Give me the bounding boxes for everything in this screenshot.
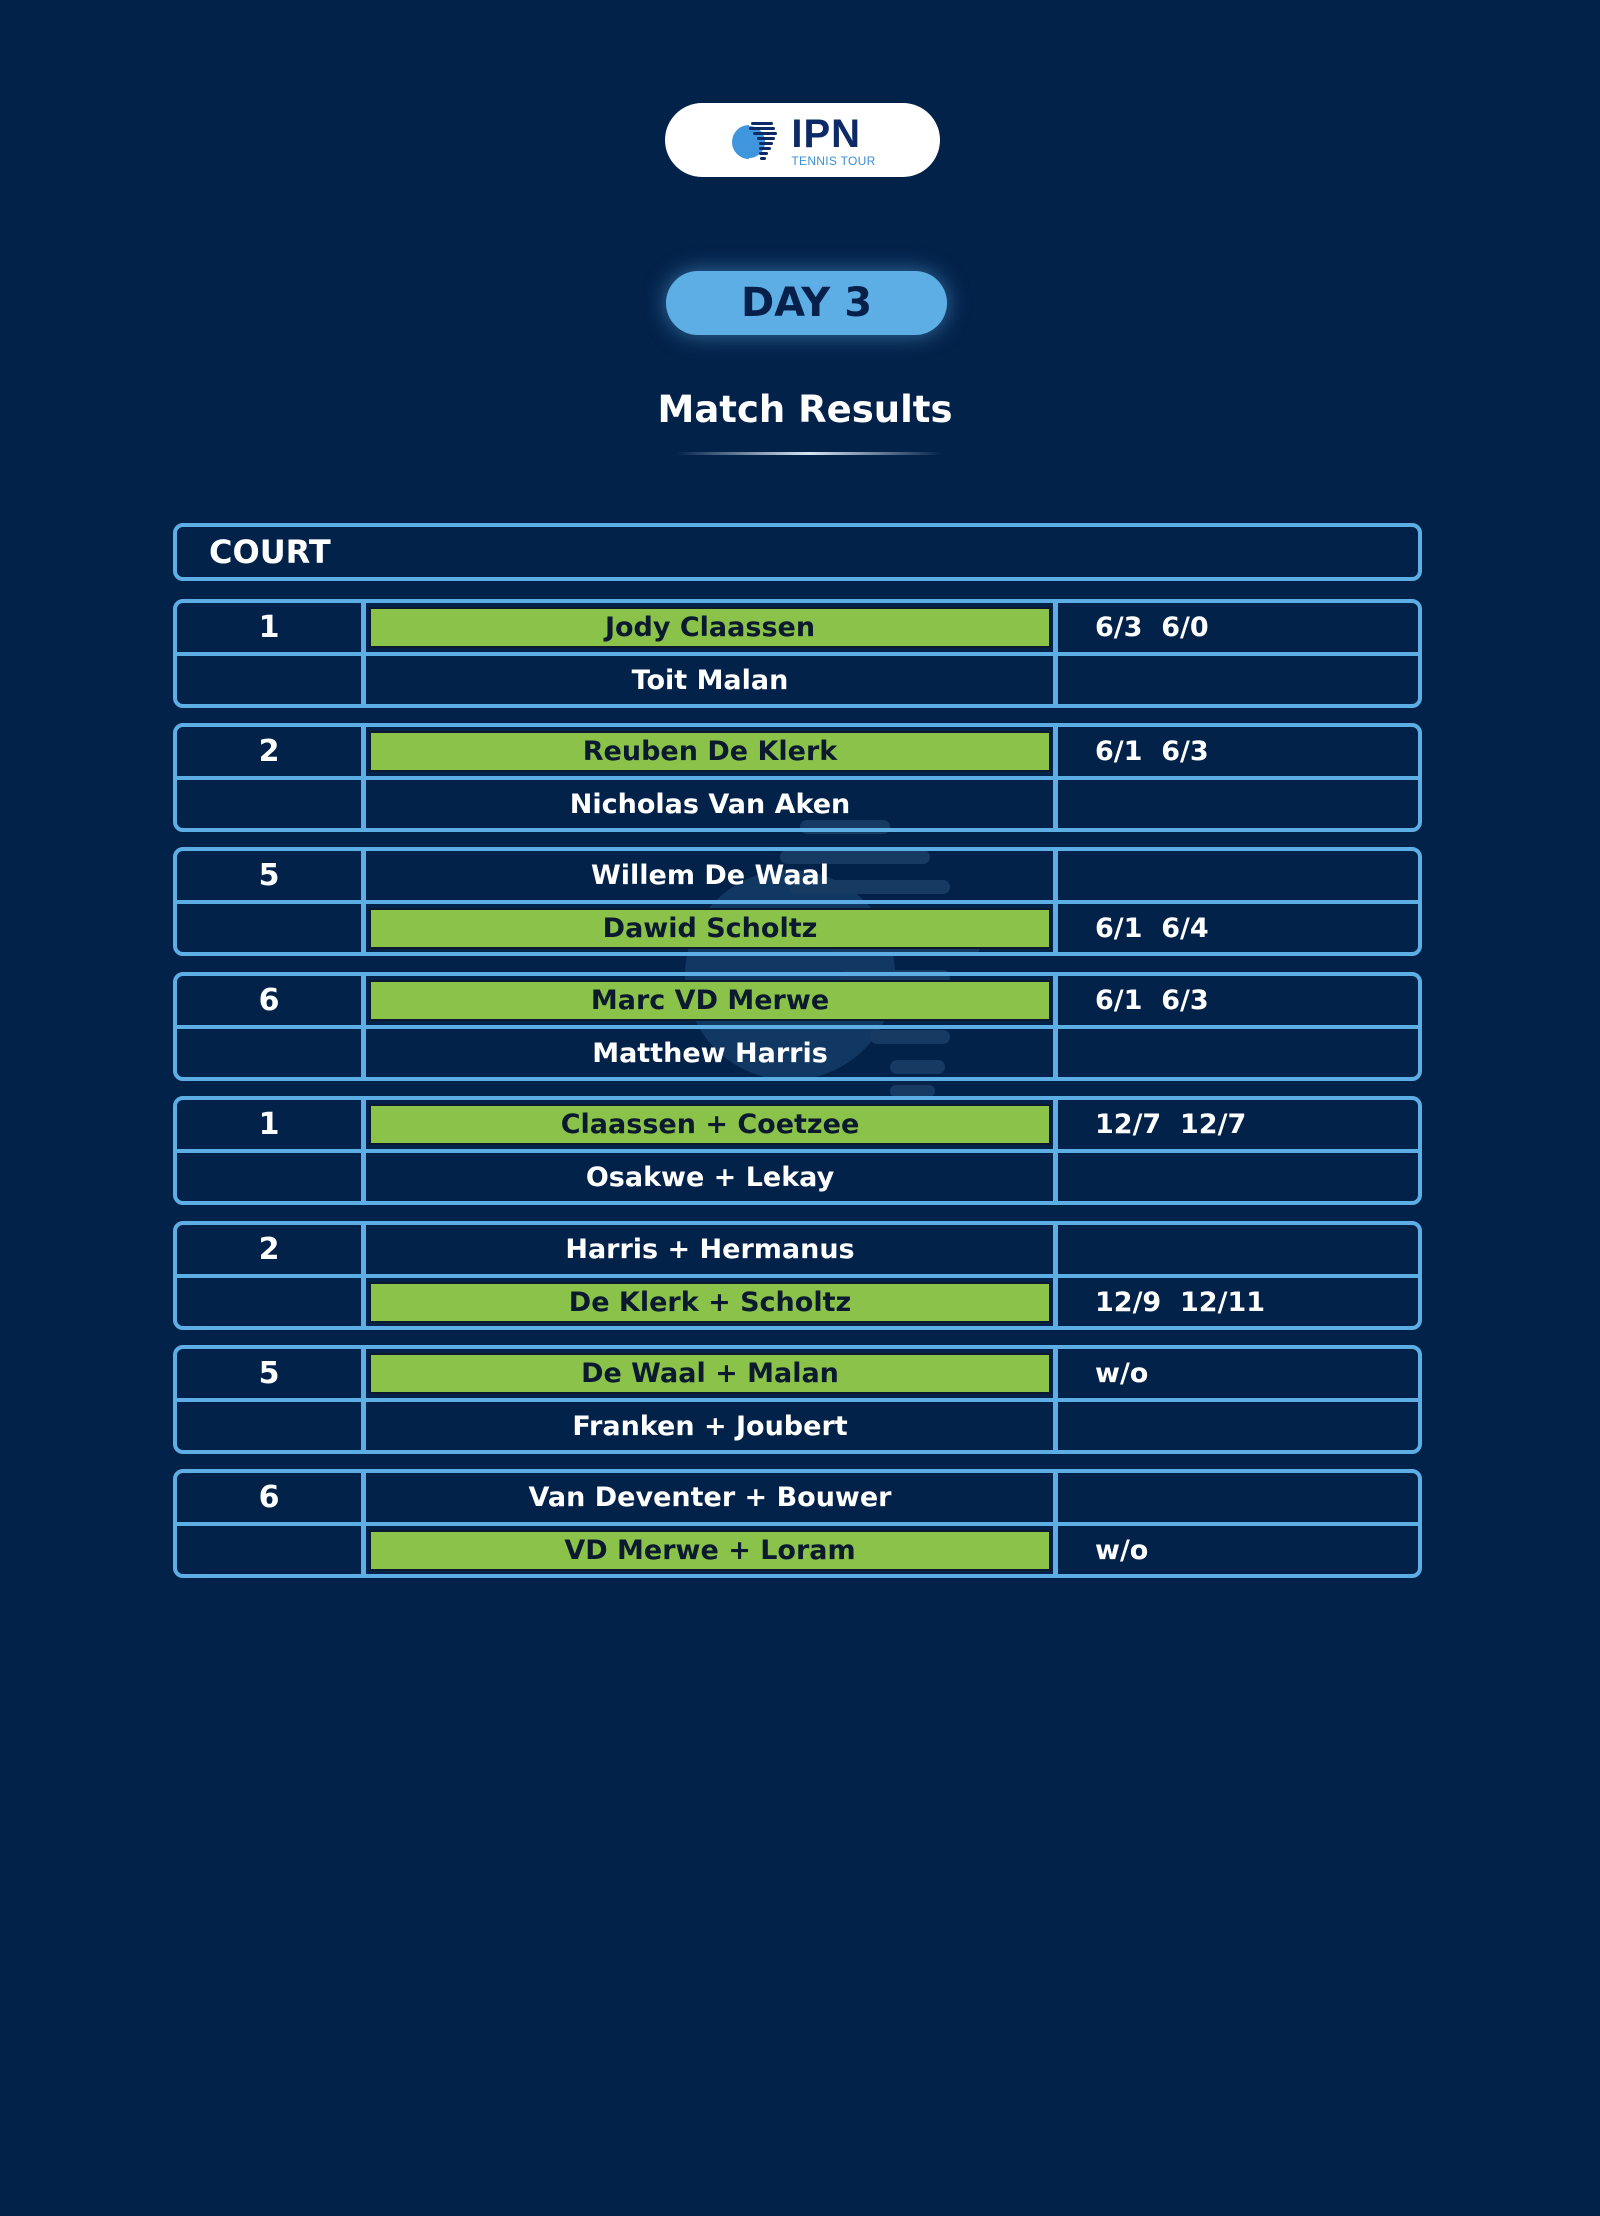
match-score: 12/7 12/7 [1095,1109,1247,1140]
court-number: 1 [258,1107,280,1142]
court-number: 2 [258,734,280,769]
winner-name: De Klerk + Scholtz [369,1282,1051,1323]
logo-tagline: TENNIS TOUR [791,153,876,168]
court-number: 5 [258,1356,280,1391]
court-number: 6 [258,1480,280,1515]
match-score [1095,1153,1395,1202]
match-block [173,1469,1422,1578]
player-name: Toit Malan [631,665,789,696]
player-name: Nicholas Van Aken [569,789,851,820]
winner-name: Marc VD Merwe [369,980,1051,1021]
match-score: 6/1 6/3 [1095,736,1209,767]
player-name: Matthew Harris [592,1038,828,1069]
match-score: 6/1 6/3 [1095,985,1209,1016]
match-score [1095,1402,1395,1451]
winner-name: Reuben De Klerk [369,731,1051,772]
match-score [1095,1225,1395,1274]
africa-tennis-ball-icon [729,116,781,164]
match-score [1095,1029,1395,1078]
match-block [173,723,1422,832]
match-block [173,1221,1422,1330]
match-score [1095,851,1395,900]
court-number: 6 [258,983,280,1018]
player-name: Harris + Hermanus [565,1234,855,1265]
match-block [173,599,1422,708]
court-number: 5 [258,858,280,893]
winner-name: Dawid Scholtz [369,908,1051,949]
match-score: w/o [1095,1358,1149,1389]
winner-name: Jody Claassen [369,607,1051,648]
winner-name: De Waal + Malan [369,1353,1051,1394]
winner-name: Claassen + Coetzee [369,1104,1051,1145]
match-score [1095,780,1395,829]
match-score [1095,1473,1395,1522]
match-score: 6/3 6/0 [1095,612,1209,643]
match-block [173,1345,1422,1454]
match-score: 6/1 6/4 [1095,913,1209,944]
logo-wordmark: IPN [791,111,862,156]
match-score: 12/9 12/11 [1095,1287,1266,1318]
day-badge: DAY 3 [666,271,947,335]
subtitle-underline [676,452,942,455]
match-block [173,847,1422,956]
match-block [173,972,1422,1081]
player-name: Franken + Joubert [572,1411,848,1442]
court-number: 2 [258,1232,280,1267]
court-number: 1 [258,610,280,645]
match-score: w/o [1095,1535,1149,1566]
winner-name: VD Merwe + Loram [369,1530,1051,1571]
player-name: Osakwe + Lekay [585,1162,835,1193]
match-score [1095,656,1395,705]
ipn-logo [665,103,940,177]
player-name: Willem De Waal [590,860,830,891]
player-name: Van Deventer + Bouwer [528,1482,892,1513]
court-header: COURT [173,523,1422,581]
page-subtitle: Match Results [657,388,953,431]
match-block [173,1096,1422,1205]
